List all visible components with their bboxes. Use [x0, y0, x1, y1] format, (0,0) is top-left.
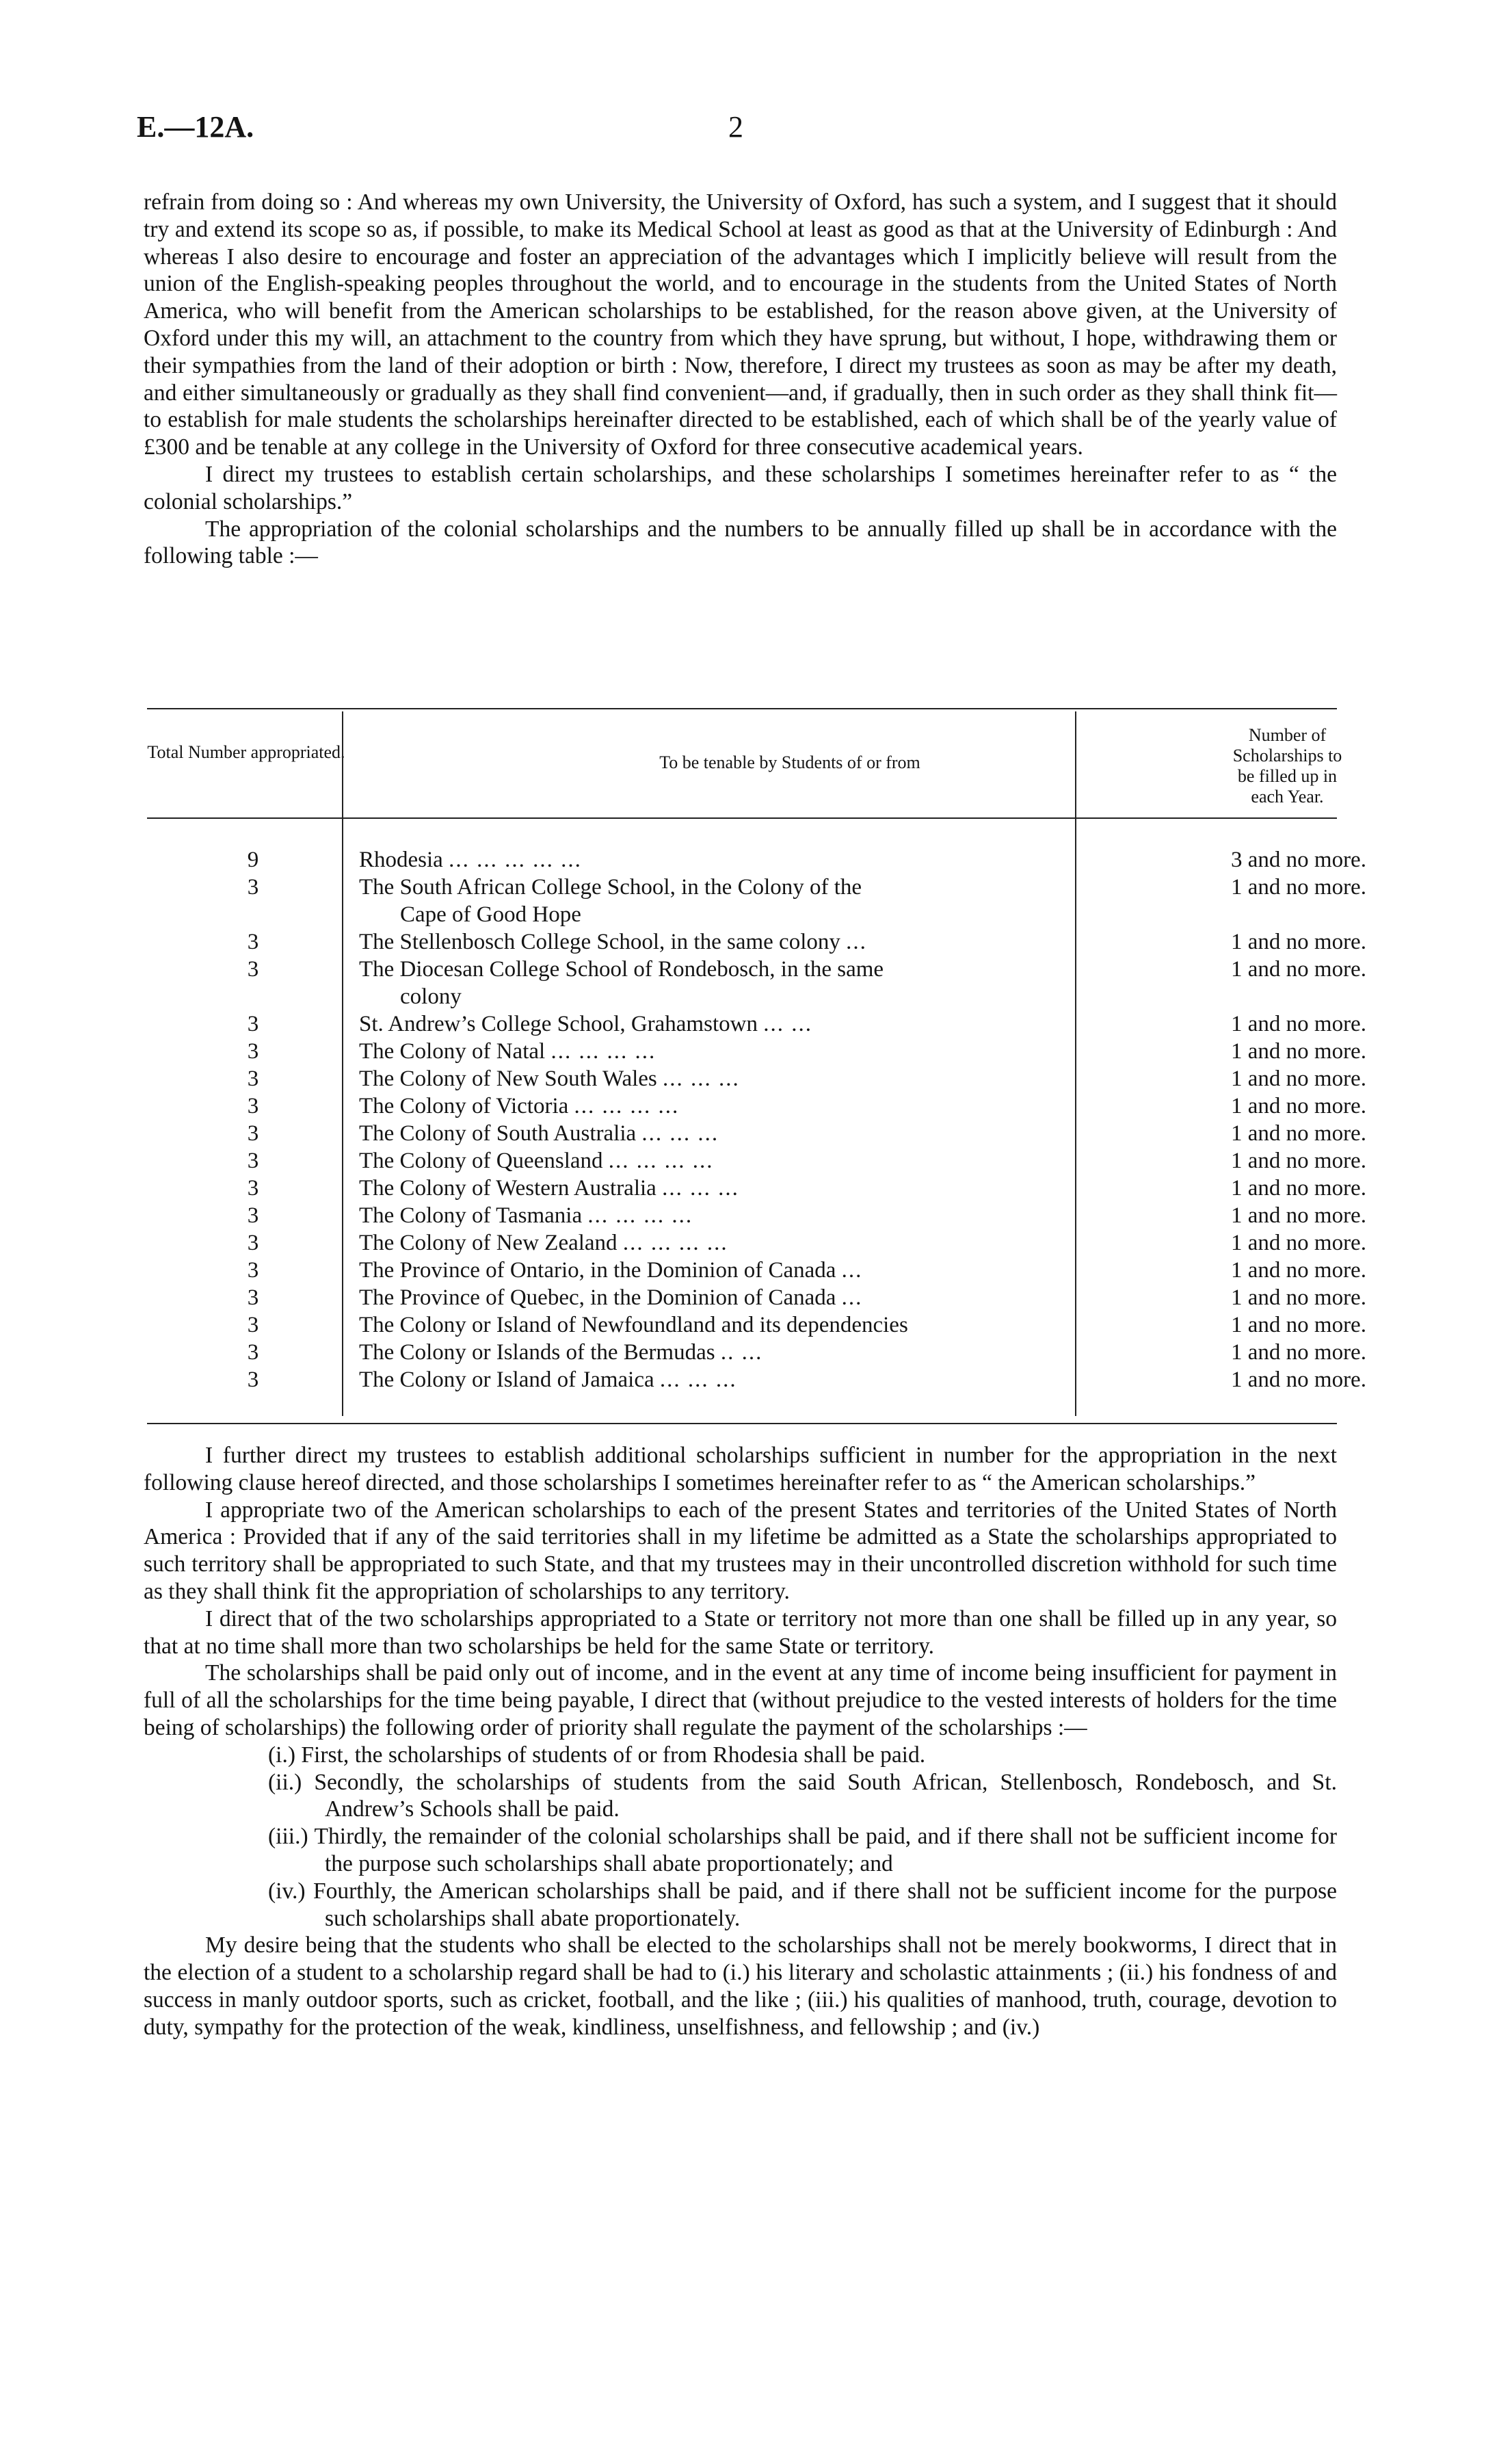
- total-cell: 3: [247, 1367, 259, 1392]
- table-row: [147, 1147, 1366, 1175]
- leader-dots: ... ... ... ...: [587, 1203, 693, 1228]
- table-row: [147, 874, 1366, 928]
- filled-cell: 1 and no more.: [1231, 930, 1366, 954]
- leader-dots: ... ... ... ...: [550, 1039, 656, 1064]
- opening-text: [144, 189, 1337, 570]
- filled-cell: 1 and no more.: [1231, 1285, 1366, 1310]
- place-cell: The Colony of South Australia: [359, 1121, 637, 1146]
- table-top-rule: [147, 708, 1337, 709]
- total-cell: 3: [247, 1039, 259, 1064]
- total-cell: 3: [247, 1203, 259, 1228]
- leader-dots: ... ... ...: [641, 1121, 719, 1146]
- filled-cell: 1 and no more.: [1231, 1176, 1366, 1201]
- priority-text: Fourthly, the American scholarships shall be paid, and if there shall not be sufficient income for the purpose such scholarships shall abate proportionately.: [313, 1878, 1338, 1931]
- total-cell: 3: [247, 930, 259, 954]
- filled-cell: 1 and no more.: [1231, 1203, 1366, 1228]
- scholarship-table: [147, 846, 1366, 1393]
- total-cell: 3: [247, 1066, 259, 1091]
- priority-text: First, the scholarships of students of or from Rhodesia shall be paid.: [301, 1742, 926, 1768]
- table-row: [147, 846, 1366, 874]
- place-cell: Rhodesia: [359, 848, 443, 872]
- leader-dots: ... ... ...: [659, 1367, 737, 1392]
- place-cell: The Colony or Islands of the Bermudas: [359, 1340, 715, 1365]
- filled-cell: 1 and no more.: [1231, 1149, 1366, 1173]
- table-row: [147, 1257, 1366, 1284]
- priority-text: Secondly, the scholarships of students from the said South African, Stellenbosch, Rondebosch, and St. Andrew’s Schools shall be paid.: [314, 1769, 1338, 1822]
- total-cell: 3: [247, 875, 259, 900]
- place-cell: The Diocesan College School of Rondebosch, in the same: [359, 957, 884, 982]
- paragraph: refrain from doing so : And whereas my own University, the University of Oxford, has such a system, and I suggest that it should try and extend its scope so as, if possible, to make its Medical School at least as good as that at the University of Edinburgh : And whereas I also desire to encourage and foster an appreciation of the advantages which I implicitly believe will result from the union of the English-speaking peoples throughout the world, and to encourage in the students from the United States of North America, who will benefit from the American scholarships to be established, for the reason above given, at the University of Oxford under this my will, an attachment to the country from which they have sprung, but without, I hope, withdrawing them or their sympathies from the land of their adoption or birth : Now, therefore, I direct my trustees as soon as may be after my death, and either simultaneously or gradually as they shall find convenient—and, if gradually, then in such order as they shall think fit—to establish for male students the scholarships hereinafter directed to be established, each of which shall be of the yearly value of £300 and be tenable at any college in the University of Oxford for three consecutive academical years.: [144, 189, 1337, 460]
- table-row: [147, 1202, 1366, 1229]
- leader-dots: ... ... ... ... ...: [449, 848, 582, 872]
- table-row: [147, 1366, 1366, 1393]
- place-cell: The Colony or Island of Jamaica: [359, 1367, 654, 1392]
- total-cell: 3: [247, 1258, 259, 1283]
- total-cell: 3: [247, 1231, 259, 1255]
- leader-dots: ... ... ...: [662, 1176, 739, 1201]
- filled-cell: 1 and no more.: [1231, 957, 1366, 982]
- priority-item: [144, 1878, 1337, 1932]
- total-cell: 3: [247, 1340, 259, 1365]
- total-cell: 3: [247, 1285, 259, 1310]
- filled-cell: 1 and no more.: [1231, 1367, 1366, 1392]
- priority-number: (iv.): [268, 1878, 306, 1904]
- filled-cell: 1 and no more.: [1231, 1066, 1366, 1091]
- filled-cell: 3 and no more.: [1231, 848, 1366, 872]
- leader-dots: ... ... ...: [663, 1066, 740, 1091]
- table-row: [147, 956, 1366, 1010]
- place-cell: The Stellenbosch College School, in the same colony: [359, 930, 840, 954]
- table-row: [147, 1120, 1366, 1147]
- table-row: [147, 1311, 1366, 1339]
- total-cell: 9: [247, 848, 259, 872]
- table-row: [147, 1284, 1366, 1311]
- total-cell: 3: [247, 1149, 259, 1173]
- place-cell: The Colony or Island of Newfoundland and its dependencies: [359, 1313, 908, 1337]
- filled-cell: 1 and no more.: [1231, 1121, 1366, 1146]
- place-cell: The Province of Ontario, in the Dominion of Canada: [359, 1258, 836, 1283]
- filled-cell: 1 and no more.: [1231, 1231, 1366, 1255]
- table-row: [147, 1065, 1366, 1092]
- leader-dots: ... ... ... ...: [574, 1094, 680, 1118]
- closing-text: [144, 1442, 1337, 2041]
- priority-number: (iii.): [268, 1824, 308, 1850]
- paragraph: The appropriation of the colonial scholarships and the numbers to be annually filled up shall be in accordance with the following table :—: [144, 516, 1337, 569]
- filled-cell: 1 and no more.: [1231, 1258, 1366, 1283]
- place-cell: The Colony of New Zealand: [359, 1231, 618, 1255]
- filled-cell: 1 and no more.: [1231, 1039, 1366, 1064]
- leader-dots: ...: [846, 930, 867, 954]
- paragraph: I direct that of the two scholarships appropriated to a State or territory not more than one shall be filled up in any year, so that at no time shall more than two scholarships be held for the same State or territory.: [144, 1605, 1337, 1659]
- table-row: [147, 1175, 1366, 1202]
- paragraph: I direct my trustees to establish certain scholarships, and these scholarships I sometimes hereinafter refer to as “ the colonial scholarships.”: [144, 461, 1337, 514]
- paragraph: I appropriate two of the American scholarships to each of the present States and territories of the United States of North America : Provided that if any of the said territories shall in my lifetime be admitted as a State the scholarships appropriated to such territory shall be appropriated to such State, and that my trustees may in their uncontrolled discretion withhold for such time as they shall think fit the appropriation of scholarships to any territory.: [144, 1497, 1337, 1604]
- place-continuation: colony: [400, 984, 462, 1009]
- leader-dots: ... ... ... ...: [608, 1149, 714, 1173]
- paragraph: I further direct my trustees to establish additional scholarships sufficient in number for the appropriation in the next following clause hereof directed, and those scholarships I sometimes hereinafter refer to as “ the American scholarships.”: [144, 1443, 1337, 1495]
- leader-dots: ... ... ... ...: [622, 1231, 728, 1255]
- filled-cell: 1 and no more.: [1231, 1313, 1366, 1337]
- paragraph: The scholarships shall be paid only out of income, and in the event at any time of income being insufficient for payment in full of all the scholarships for the time being payable, I direct that (without prejudice to the vested interests of holders for the time being of scholarships) the following order of priority shall regulate the payment of the scholarships :—: [144, 1660, 1337, 1740]
- paragraph: My desire being that the students who shall be elected to the scholarships shall not be merely bookworms, I direct that in the election of a student to a scholarship regard shall be had to (i.) his literary and scholastic attainments ; (ii.) his fondness of and success in manly outdoor sports, such as cricket, football, and the like ; (iii.) his qualities of manhood, truth, courage, devotion to duty, sympathy for the protection of the weak, kindliness, unselfishness, and fellowship ; and (iv.): [144, 1932, 1337, 2040]
- total-cell: 3: [247, 1094, 259, 1118]
- total-cell: 3: [247, 1012, 259, 1036]
- place-cell: The Colony of Natal: [359, 1039, 546, 1064]
- header-filled: Number of Scholarships to be filled up in each Year.: [1232, 725, 1342, 807]
- filled-cell: 1 and no more.: [1231, 875, 1366, 900]
- total-cell: 3: [247, 1313, 259, 1337]
- place-cell: The Colony of Victoria: [359, 1094, 569, 1118]
- place-continuation: Cape of Good Hope: [400, 902, 581, 927]
- table-header: [147, 711, 1342, 824]
- table-row: [147, 928, 1366, 956]
- leader-dots: ... ...: [763, 1012, 812, 1036]
- table-row: [147, 1229, 1366, 1257]
- place-cell: The Colony of Queensland: [359, 1149, 603, 1173]
- leader-dots: ...: [841, 1285, 863, 1310]
- leader-dots: .. ...: [720, 1340, 763, 1365]
- page-number: 2: [728, 110, 743, 144]
- priority-item: [144, 1742, 1337, 1769]
- place-cell: The Colony of New South Wales: [359, 1066, 657, 1091]
- table-header-rule: [147, 817, 1337, 819]
- total-cell: 3: [247, 957, 259, 982]
- priority-item: [144, 1769, 1337, 1824]
- filled-cell: 1 and no more.: [1231, 1340, 1366, 1365]
- header-tenable: To be tenable by Students of or from: [659, 752, 920, 772]
- table-bottom-rule: [147, 1423, 1337, 1424]
- page-header: [137, 109, 1340, 150]
- priority-text: Thirdly, the remainder of the colonial scholarships shall be paid, and if there shall not be sufficient income for the purpose such scholarships shall abate proportionately; and: [314, 1824, 1337, 1876]
- table-row: [147, 1092, 1366, 1120]
- table-row: [147, 1010, 1366, 1038]
- priority-number: (i.): [268, 1742, 295, 1768]
- total-cell: 3: [247, 1121, 259, 1146]
- place-cell: The Province of Quebec, in the Dominion of Canada: [359, 1285, 836, 1310]
- filled-cell: 1 and no more.: [1231, 1012, 1366, 1036]
- priority-item: [144, 1823, 1337, 1878]
- table-row: [147, 1339, 1366, 1366]
- header-total: Total Number appropriated.: [147, 742, 345, 762]
- filled-cell: 1 and no more.: [1231, 1094, 1366, 1118]
- place-cell: The Colony of Tasmania: [359, 1203, 583, 1228]
- document-reference: E.—12A.: [137, 110, 254, 144]
- total-cell: 3: [247, 1176, 259, 1201]
- table-row: [147, 1038, 1366, 1065]
- priority-number: (ii.): [268, 1769, 302, 1795]
- place-cell: The South African College School, in the Colony of the: [359, 875, 862, 900]
- place-cell: St. Andrew’s College School, Grahamstown: [359, 1012, 758, 1036]
- place-cell: The Colony of Western Australia: [359, 1176, 656, 1201]
- leader-dots: ...: [841, 1258, 863, 1283]
